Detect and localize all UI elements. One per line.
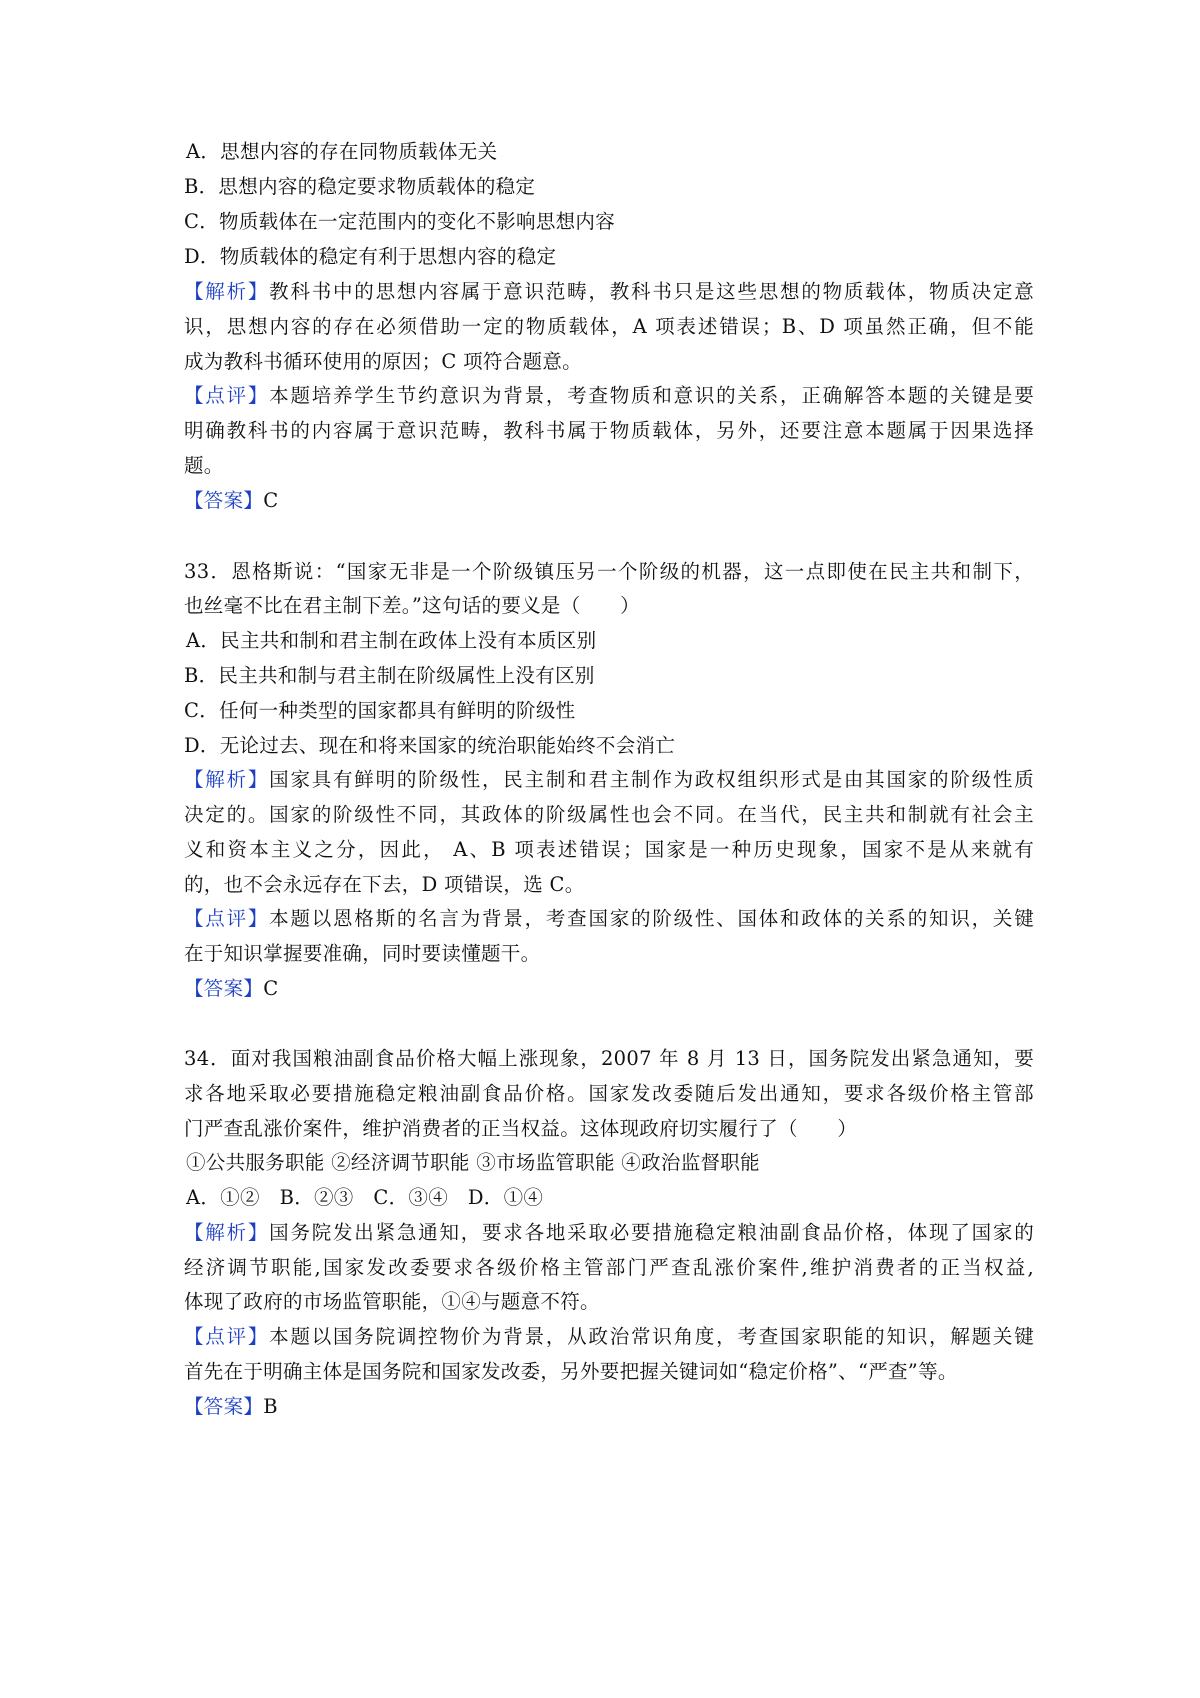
comment-line [184, 384, 1034, 408]
analysis-line [184, 768, 1034, 792]
option-a: A．思想内容的存在同物质载体无关 [186, 140, 498, 163]
analysis-line [184, 280, 1034, 304]
option-a: A．民主共和制和君主制在政体上没有本质区别 [186, 629, 597, 652]
comment-tag: 【点评】 [184, 384, 270, 407]
comment-line [184, 1325, 1034, 1349]
analysis-line: 的，也不会永远存在下去，D 项错误，选 C。 [184, 873, 585, 896]
analysis-line [184, 1221, 1034, 1245]
option-d: D．物质载体的稳定有利于思想内容的稳定 [184, 245, 557, 268]
question-stem: 也丝毫不比在君主制下差。”这句话的要义是（ ） [184, 594, 640, 617]
analysis-line: 经济调节职能,国家发改委要求各级价格主管部门严查乱涨价案件,维护消费者的正当权益, [184, 1256, 1034, 1279]
comment-line: 明确教科书的内容属于意识范畴，教科书属于物质载体，另外，还要注意本题属于因果选择 [184, 419, 1034, 442]
question-stem: 求各地采取必要措施稳定粮油副食品价格。国家发改委随后发出通知，要求各级价格主管部 [184, 1082, 1034, 1105]
answer-tag: 【答案】 [184, 1395, 264, 1418]
comment-line: 题。 [184, 454, 224, 477]
comment-line [184, 907, 1034, 931]
answer-tag: 【答案】 [184, 489, 264, 512]
comment-text: 本题培养学生节约意识为背景，考查物质和意识的关系，正确解答本题的关键是要 [269, 384, 1034, 407]
comment-line: 首先在于明确主体是国务院和国家发改委，另外要把握关键词如“稳定价格”、“严查”等。 [184, 1360, 958, 1383]
answer-line [184, 489, 1034, 513]
answer-line [184, 1395, 1034, 1419]
option-c: C．物质载体在一定范围内的变化不影响思想内容 [184, 210, 616, 233]
analysis-text: 国务院发出紧急通知，要求各地采取必要措施稳定粮油副食品价格，体现了国家的 [269, 1221, 1034, 1244]
analysis-line: 义和资本主义之分，因此， A、B 项表述错误；国家是一种历史现象，国家不是从来就有 [184, 838, 1034, 861]
answer-value: B [263, 1395, 278, 1418]
question-stem: 门严查乱涨价案件，维护消费者的正当权益。这体现政府切实履行了（ ） [184, 1117, 858, 1140]
option-b: B．思想内容的稳定要求物质载体的稳定 [184, 175, 536, 198]
analysis-text: 国家具有鲜明的阶级性，民主制和君主制作为政权组织形式是由其国家的阶级性质 [269, 768, 1034, 791]
analysis-line: 体现了政府的市场监管职能，①④与题意不符。 [184, 1290, 600, 1313]
answer-value: C [263, 489, 279, 512]
item-list: ①公共服务职能 ②经济调节职能 ③市场监管职能 ④政治监督职能 [186, 1151, 760, 1174]
comment-text: 本题以国务院调控物价为背景，从政治常识角度，考查国家职能的知识，解题关键 [269, 1325, 1034, 1348]
analysis-tag: 【解析】 [184, 768, 270, 791]
answer-value: C [263, 977, 279, 1000]
comment-tag: 【点评】 [184, 907, 270, 930]
option-d: D．无论过去、现在和将来国家的统治职能始终不会消亡 [184, 734, 676, 757]
analysis-tag: 【解析】 [184, 280, 270, 303]
choice-list: A．①② B．②③ C．③④ D．①④ [186, 1186, 544, 1209]
analysis-line: 决定的。国家的阶级性不同，其政体的阶级属性也会不同。在当代，民主共和制就有社会主 [184, 803, 1034, 826]
option-b: B．民主共和制与君主制在阶级属性上没有区别 [184, 664, 595, 687]
answer-tag: 【答案】 [184, 977, 264, 1000]
analysis-line: 识，思想内容的存在必须借助一定的物质载体，A 项表述错误；B、D 项虽然正确，但不能 [184, 315, 1034, 338]
comment-tag: 【点评】 [184, 1325, 270, 1348]
option-c: C．任何一种类型的国家都具有鲜明的阶级性 [184, 699, 576, 722]
answer-line [184, 977, 1034, 1001]
question-stem: 34．面对我国粮油副食品价格大幅上涨现象，2007 年 8 月 13 日，国务院发出紧急通知，要 [184, 1047, 1034, 1070]
analysis-text: 教科书中的思想内容属于意识范畴，教科书只是这些思想的物质载体，物质决定意 [269, 280, 1034, 303]
comment-line: 在于知识掌握要准确，同时要读懂题干。 [184, 942, 541, 965]
analysis-line: 成为教科书循环使用的原因；C 项符合题意。 [184, 350, 582, 373]
comment-text: 本题以恩格斯的名言为背景，考查国家的阶级性、国体和政体的关系的知识，关键 [269, 907, 1034, 930]
analysis-tag: 【解析】 [184, 1221, 270, 1244]
question-stem: 33．恩格斯说：“国家无非是一个阶级镇压另一个阶级的机器，这一点即使在民主共和制下， [184, 560, 1034, 583]
